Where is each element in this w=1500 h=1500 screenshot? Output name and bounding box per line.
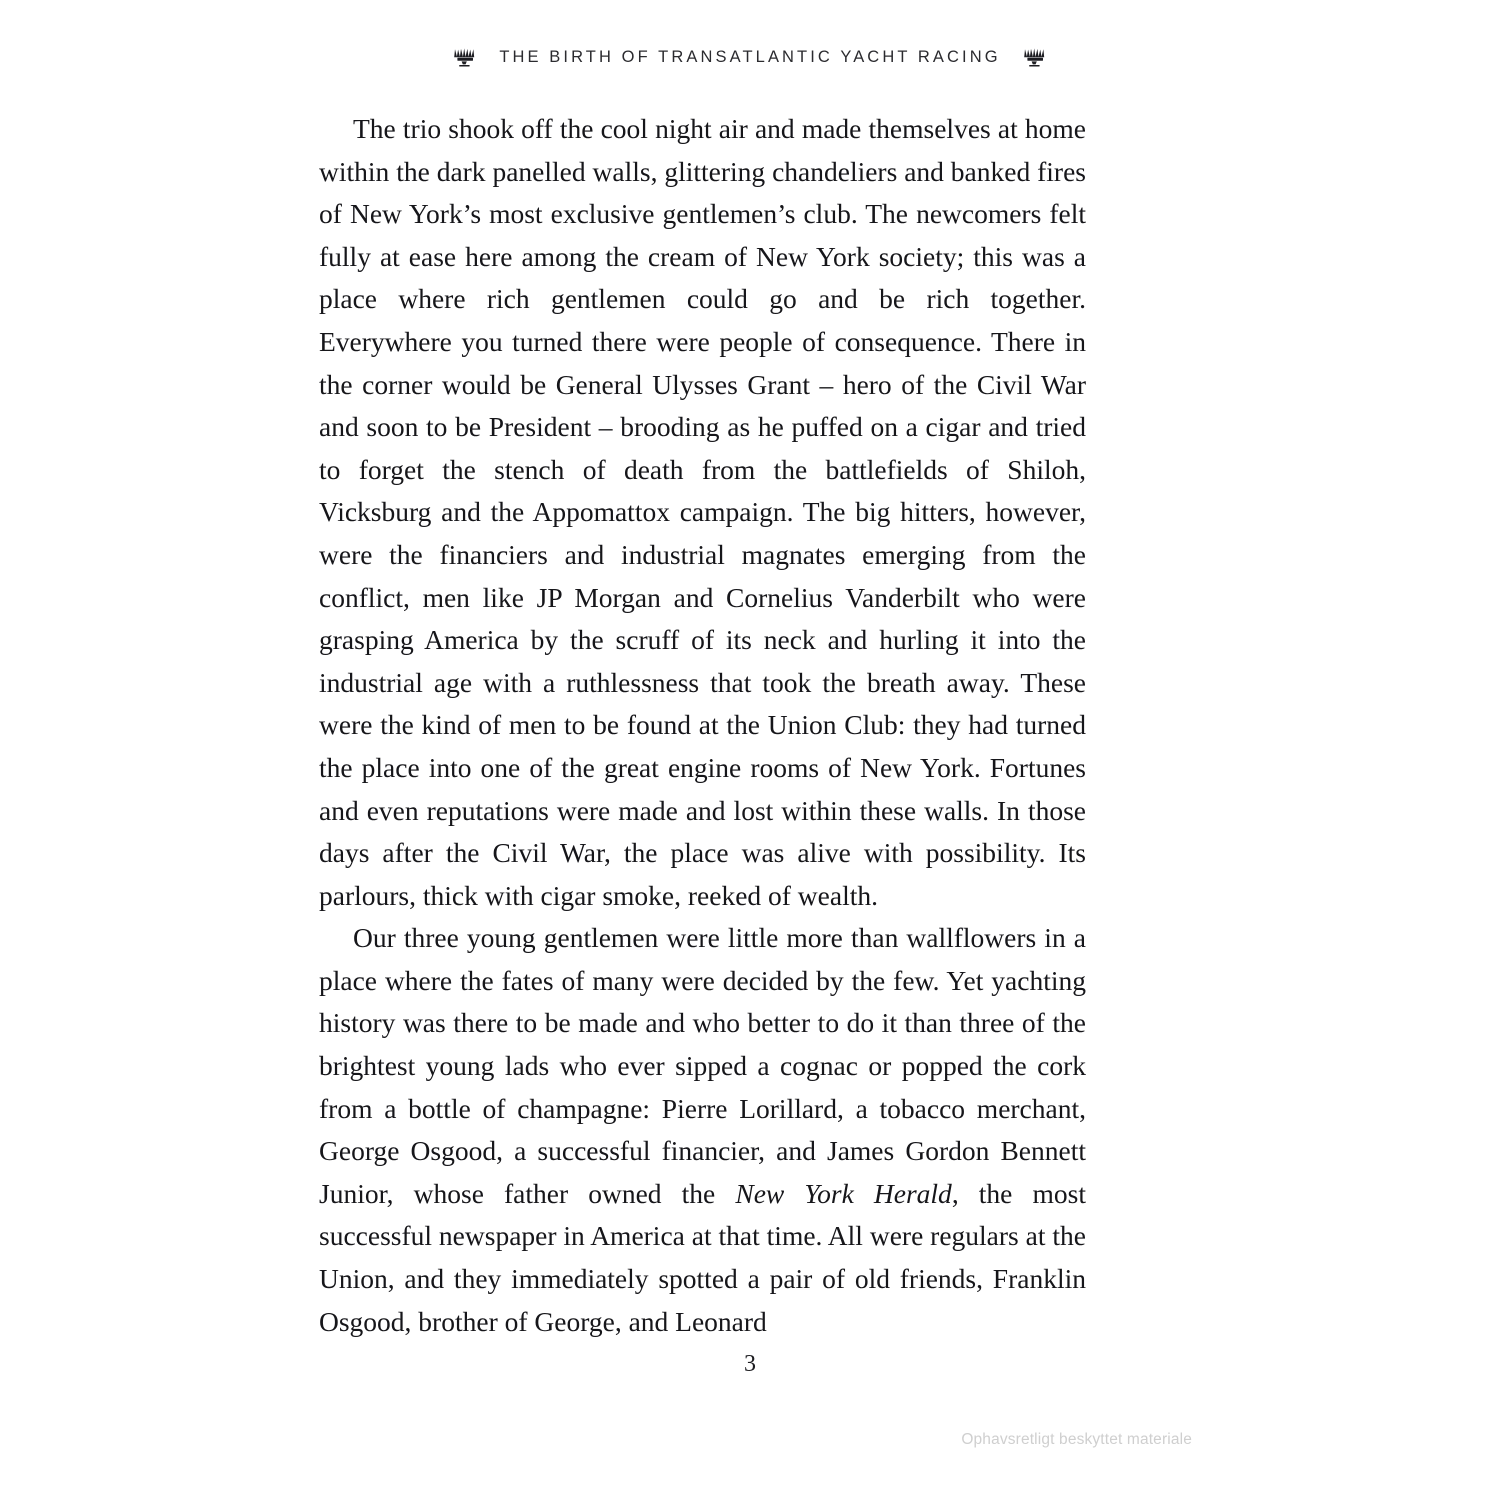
italic-text: New York Herald: [735, 1177, 952, 1209]
copyright-notice: Ophavsretligt beskyttet materiale: [961, 1431, 1192, 1448]
paragraph-2: [319, 917, 1086, 1343]
crown-ornament-left: [453, 46, 477, 68]
paragraph-1: [319, 108, 1086, 917]
body-text: The trio shook off the cool night air and made themselves at home within the dark panelled walls, glittering chandeliers and banked fires of New York’s most exclusive gentlemen’s club. The newcomers felt fully at ease here among the cream of New York society; this was a place where rich gentlemen could go and be rich together. Everywhere you turned there were people of consequence. There in the corner would be General Ulysses Grant – hero of the Civil War and soon to be President – brooding as he puffed on a cigar and tried to forget the stench of death from the battlefields of Shiloh, Vicksburg and the Appomattox campaign. The big hitters, however, were the financiers and industrial magnates emerging from the conflict, men like JP Morgan and Cornelius Vanderbilt who were grasping America by the scruff of its neck and hurling it into the industrial age with a ruthlessness that took the breath away. These were the kind of men to be found at the Union Club: they had turned the place into one of the great engine rooms of New York. Fortunes and even reputations were made and lost within these walls. In those days after the Civil War, the place was alive with possibility. Its parlours, thick with cigar smoke, reeked of wealth.: [319, 113, 1086, 911]
body-text: , the most successful newspaper in America at that time. All were regulars at the Union, and they immediately spotted a pair of old friends, Franklin Osgood, brother of George, and Leonard: [319, 1177, 1086, 1337]
running-head-title: THE BIRTH OF TRANSATLANTIC YACHT RACING: [499, 47, 1001, 66]
body-textblock: [319, 108, 1086, 1343]
page-number: 3: [744, 1351, 756, 1377]
body-text: Our three young gentlemen were little more than wallflowers in a place where the fates of many were decided by the few. Yet yachting history was there to be made and who better to do it than three of the brightest young lads who ever sipped a cognac or popped the cork from a bottle of champagne: Pierre Lorillard, a tobacco merchant, George Osgood, a successful financier, and James Gordon Bennett Junior, whose father owned the: [319, 922, 1086, 1209]
running-head: [0, 44, 1500, 70]
crown-ornament-right: [1023, 46, 1047, 68]
